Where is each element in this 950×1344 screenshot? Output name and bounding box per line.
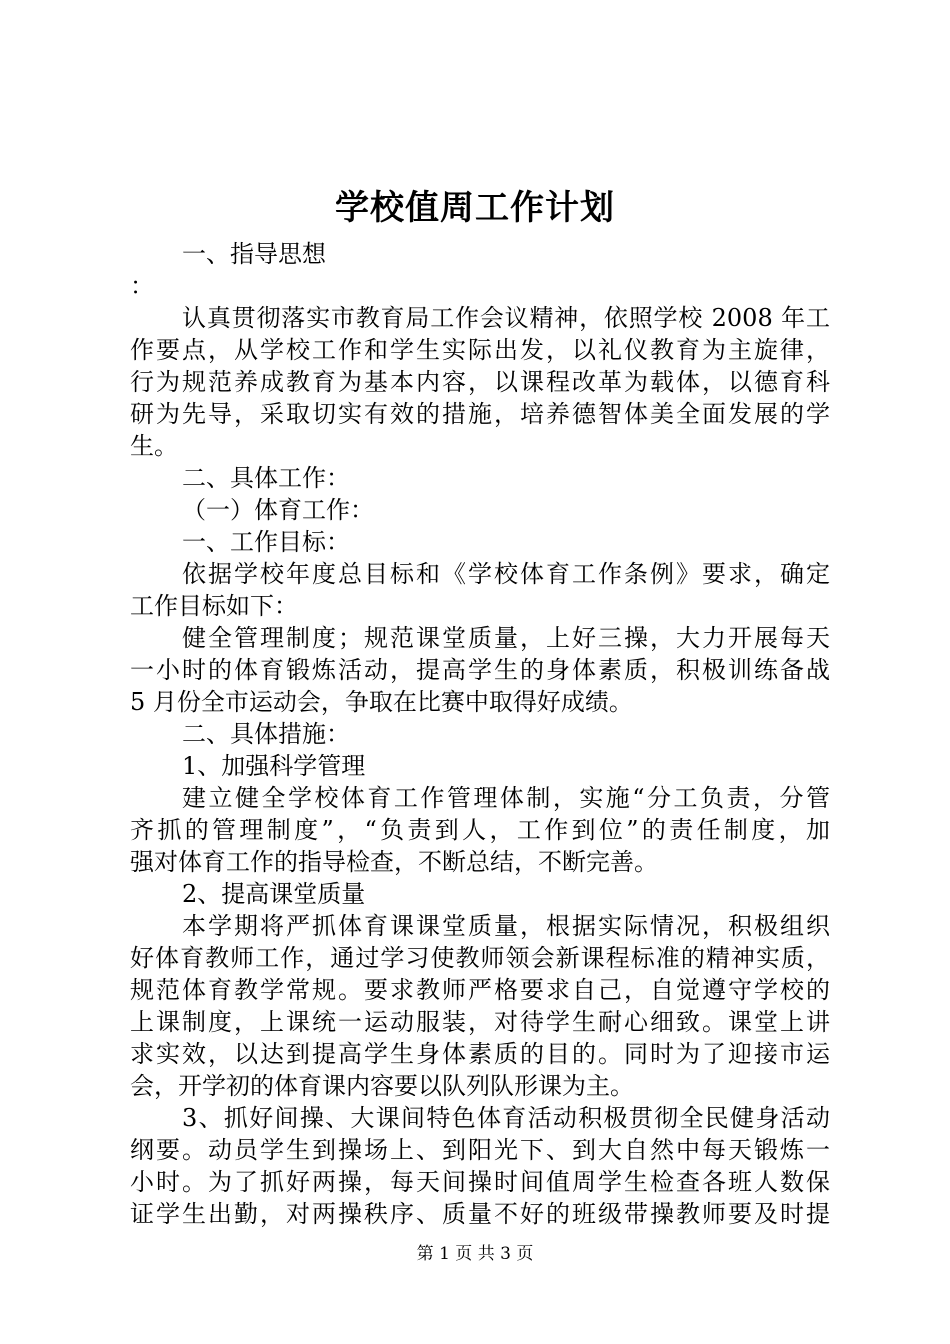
text-line: 一、指导思想 [182, 240, 326, 268]
text-line: 1、加强科学管理 [182, 752, 366, 780]
text-line: 规范体育教学常规。要求教师严格要求自己，自觉遵守学校的 [130, 976, 830, 1004]
text-line: ： [130, 272, 154, 300]
text-line: 一、工作目标： [182, 528, 350, 556]
text-line: 一小时的体育锻炼活动，提高学生的身体素质，积极训练备战 [130, 656, 830, 684]
text-line: 工作目标如下： [130, 592, 298, 620]
text-line: 生。 [130, 432, 178, 460]
text-line: 认真贯彻落实市教育局工作会议精神，依照学校 2008 年工 [182, 304, 830, 332]
text-line: 证学生出勤，对两操秩序、质量不好的班级带操教师要及时提 [130, 1200, 830, 1228]
text-line: 依据学校年度总目标和《学校体育工作条例》要求，确定 [182, 560, 830, 588]
document-title: 学校值周工作计划 [335, 188, 615, 228]
text-line: 齐抓的管理制度”，“负责到人，工作到位”的责任制度，加 [130, 816, 830, 844]
page-footer: 第 1 页 共 3 页 [416, 1244, 534, 1264]
text-line: 小时。为了抓好两操，每天间操时间值周学生检查各班人数保 [130, 1168, 830, 1196]
text-line: 二、具体措施： [182, 720, 350, 748]
text-line: 好体育教师工作，通过学习使教师领会新课程标准的精神实质， [130, 944, 830, 972]
text-line: 本学期将严抓体育课课堂质量，根据实际情况，积极组织 [182, 912, 830, 940]
text-line: 会，开学初的体育课内容要以队列队形课为主。 [130, 1072, 634, 1100]
text-line: 建立健全学校体育工作管理体制，实施“分工负责，分管 [182, 784, 830, 812]
text-line: 健全管理制度；规范课堂质量，上好三操，大力开展每天 [182, 624, 830, 652]
text-line: 行为规范养成教育为基本内容，以课程改革为载体，以德育科 [130, 368, 830, 396]
text-line: 上课制度，上课统一运动服装，对待学生耐心细致。课堂上讲 [130, 1008, 830, 1036]
text-line: 作要点，从学校工作和学生实际出发，以礼仪教育为主旋律， [130, 336, 830, 364]
text-line: 强对体育工作的指导检查，不断总结，不断完善。 [130, 848, 658, 876]
text-line: 3、抓好间操、大课间特色体育活动积极贯彻全民健身活动 [182, 1104, 830, 1132]
text-line: 2、提高课堂质量 [182, 880, 366, 908]
text-line: 5 月份全市运动会，争取在比赛中取得好成绩。 [130, 688, 633, 716]
document-body [130, 238, 830, 1230]
text-line: （一）体育工作： [182, 496, 374, 524]
text-line: 求实效，以达到提高学生身体素质的目的。同时为了迎接市运 [130, 1040, 830, 1068]
text-line: 二、具体工作： [182, 464, 350, 492]
text-line: 研为先导，采取切实有效的措施，培养德智体美全面发展的学 [130, 400, 830, 428]
text-line: 纲要。动员学生到操场上、到阳光下、到大自然中每天锻炼一 [130, 1136, 830, 1164]
